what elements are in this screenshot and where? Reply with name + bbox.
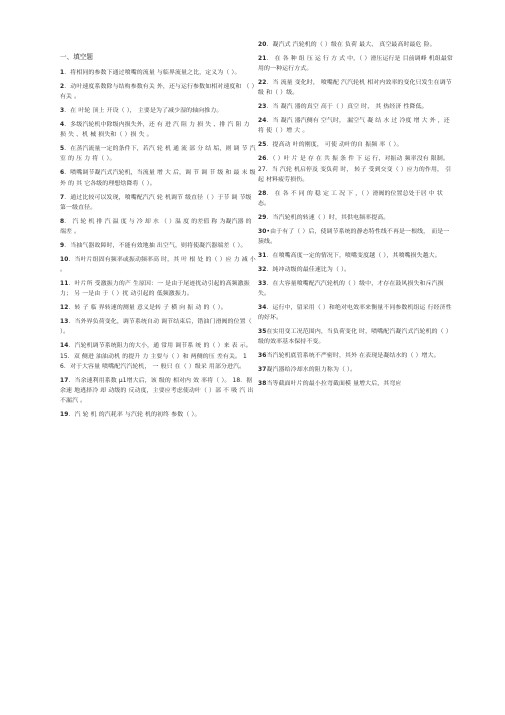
question-item: [258, 154, 454, 185]
question-item: [60, 279, 256, 300]
question-item: [60, 255, 256, 276]
question-number: 23: [258, 104, 267, 111]
question-number: 38: [258, 381, 267, 388]
question-number: 4: [60, 121, 65, 128]
question-item: [258, 351, 454, 361]
question-text: ．运行中，留采用（ ）和绝对电效率来衡量不同参数机组运 行经济性的好坏。: [258, 304, 452, 322]
question-item: [60, 144, 256, 165]
question-item: [60, 82, 256, 103]
question-number: 17: [60, 377, 69, 384]
question-text: •由于有了（ ）后，使调节系统的静态特性线不再是一根线， 而是一簇线。: [258, 228, 450, 246]
question-number: 13: [60, 319, 69, 326]
question-text: ．汽轮机调节系统阻力的大小，通 常用 调节系 统 的（ ）来 表 示。 15．双 侧进 油油动机 的提升 力 主要与（ ）和 两侧的压 差有关。 16．对于大容量 喷嘴配汽汽轮机， 一 般只 在（ ）级采 用部分进汽。: [60, 343, 252, 370]
question-number: 21: [258, 55, 267, 62]
question-text: ．当汽轮机的转速（ ）时，其供电频率提高。: [266, 214, 390, 221]
question-text: ．通过比较可以发现，喷嘴配汽汽 轮 机调节 级直径（ ）于节 调 节级第一级直径。: [60, 194, 252, 211]
question-text: ．提高动 叶的刚度， 可使 动叶的自 振频 率（ ）。: [266, 142, 403, 149]
question-text: ．当 凝汽 器的真空 高于（ ）真空 时， 其 热经济 性降低。: [266, 104, 428, 111]
question-item: [258, 213, 454, 223]
question-text: 当汽轮机底管系统不严密时，其外 在表现是凝结水的（ ）增大。: [266, 353, 440, 360]
question-text: 在实用变工况范围内，当负荷变化 时，喷嘴配汽凝汽式汽轮机的（ ）级的效率基本保持不变。: [258, 329, 452, 346]
question-number: 24: [258, 118, 267, 125]
question-item: [258, 102, 454, 112]
question-text: ．（ ）叶 片 是 存 在 共 振 条 件 下 运 行，对振动 频率没有 限制。 27．当 汽轮 机启停及 变负荷 时， 转子 受到交变（ ）应力的作用， 引起 材料疲劳损伤。: [258, 156, 452, 183]
question-item: [258, 327, 454, 348]
question-number: 20: [258, 42, 267, 48]
question-number: 14: [60, 343, 69, 350]
question-item: [258, 78, 454, 99]
question-number: 26: [258, 156, 267, 163]
question-number: 28: [258, 190, 267, 197]
question-text: ．当叶片组固有频率或振动频率高 时，其 叶 根 处 的（ ）应 力 减 小 。: [60, 256, 256, 274]
question-number: 19: [60, 412, 69, 419]
question-number: 7: [60, 194, 65, 201]
question-item: [258, 279, 454, 300]
question-item: [258, 116, 454, 137]
question-number: 32: [258, 266, 267, 273]
question-number: 9: [60, 242, 65, 249]
question-text: ．当余速利用系数 μ1增大后，该 级的 相对内 效 率将（ ）。 18．据 余速 地逃择冷 却 动级的 反动度，主要应考虑使动叶（ ）部 不 吸 汽 出 不漏汽 。: [60, 377, 254, 405]
question-item: [258, 140, 454, 150]
question-text: ．转 子 临 界转速的测量 意义是转 子 横 向 振 动 的（ ）。: [68, 305, 227, 312]
question-number: 29: [258, 214, 267, 221]
question-text: ．当 流量 变化时， 喷嘴配 汽汽轮机 相对内效率的变化只发生在调节级 和（ ）级。: [258, 80, 452, 97]
question-text: 凝汽器给冷却水的阻力称为（ ）。: [266, 367, 357, 374]
question-text: ．当抽气器故障时，不能有效地抽 出空气，则将使凝汽器端差（ ）。: [64, 242, 247, 249]
question-number: 1: [60, 70, 65, 76]
question-item: [258, 227, 454, 248]
question-text: ．在蒸汽流量一定的条件下，若汽 轮 机 通 流 部 分 结 垢，则 调 节 汽 室 的 压 力 将（ ）。: [60, 146, 256, 163]
question-number: 37: [258, 367, 267, 374]
question-text: ． 在 各 不 同 的 稳 定 工 况 下 ，（ ）滑阀的位置总处于居 中 状态。: [258, 190, 443, 208]
question-text: ．在喷嘴高度一定的情况下，喷嘴变度越（ ），其喷嘴损失越大。: [266, 252, 441, 259]
question-list-left: [60, 68, 256, 421]
question-item: [60, 317, 256, 338]
question-item: [60, 341, 256, 372]
question-text: ．将相同的参数下通过喷嘴的流量 与临界流量之比，定义为（ ）。: [64, 70, 241, 76]
question-text: ． 在 各 种 组 压 运 行 方 式 中，（ ）滑压运行是 目前调峰 机组最常用的一种运行方式。: [258, 55, 453, 73]
question-number: 5: [60, 146, 65, 153]
question-text: ．喷嘴调节凝汽式汽轮机，当流量 增 大 后，调 节 调 节 级 和 最 末 级 外 的 其 它各级的理想焓降将（ ）。: [60, 170, 256, 187]
question-item: [258, 189, 454, 210]
question-list-right: [258, 40, 454, 389]
question-text: ．汽 轮 机 的汽耗率 与汽轮 机的初终 参数（ ）。: [68, 412, 201, 419]
question-item: [258, 365, 454, 375]
left-column: [60, 52, 256, 424]
question-item: [60, 217, 256, 238]
question-item: [60, 68, 256, 78]
question-text: ． 汽 轮 机 排 汽 温 度 与 冷 却 水 （ ）温 度 的差值 称 为凝汽器 的端差 。: [60, 218, 252, 236]
question-number: 31: [258, 252, 267, 259]
question-number: 8: [60, 218, 65, 225]
question-text: ．純冲动级的最佳速比为（ ）。: [266, 266, 351, 273]
question-item: [60, 376, 256, 407]
question-text: ．在大容量喷嘴配汽汽轮机的（ ）级中，才存在鼓风损失和斥汽损失。: [258, 280, 444, 298]
question-text: ．当 凝汽 器汽侧有 空气时， 漏空气 凝 结 水 过 冷度 增 大 外 ，还 将 使（ ）增 大 。: [258, 118, 450, 135]
question-number: 12: [60, 305, 69, 312]
right-column: [258, 40, 454, 393]
section-heading: 一、填空题: [60, 53, 93, 61]
question-number: 34: [258, 304, 267, 311]
question-item: [60, 193, 256, 214]
question-item: [60, 410, 256, 420]
question-item: [258, 265, 454, 275]
question-item: [60, 106, 256, 116]
question-number: 3: [60, 108, 65, 115]
question-item: [258, 303, 454, 324]
question-text: ．多级汽轮机中除级内损失外，还 有 进 汽 阻 力 损 失 、排 汽 阻 力 损 失 、机 械 损失和（ ）损 失 。: [60, 121, 250, 139]
question-text: ．当外界负荷变化，调节系统自动 调节结束后，错油门滑阀的位置（ ）。: [60, 319, 252, 336]
question-item: [60, 168, 256, 189]
question-item: [60, 303, 256, 313]
question-item: [258, 251, 454, 261]
question-number: 25: [258, 142, 267, 149]
question-number: 35: [258, 329, 267, 336]
question-number: 6: [60, 170, 65, 177]
question-number: 11: [60, 280, 69, 287]
question-item: [60, 241, 256, 251]
question-item: [258, 379, 454, 389]
question-item: [258, 40, 454, 50]
question-text: ．动叶速度系数除与结构参数有关 外，还与运行参数如相对速度和 （ ）有关 。: [60, 83, 255, 101]
question-number: 22: [258, 80, 267, 87]
question-text: ．凝汽式 汽轮机的（ ）级在 负荷 最大、 真空最高时最危 险。: [266, 42, 436, 48]
question-item: [60, 120, 256, 141]
question-number: 30: [258, 228, 267, 235]
question-text: ．叶片所 受激振力的产 生原因：一 是由于尾迹扰动引起的高频激振力； 另 一是由 于（ ）扰 动引起的 低频激振力。: [60, 280, 250, 298]
question-text: 当等截面叶片的最小拉弯截面模 量增大后，其弯应: [266, 381, 402, 388]
question-number: 33: [258, 280, 267, 287]
question-number: 36: [258, 353, 267, 360]
question-number: 10: [60, 256, 69, 263]
question-item: [258, 54, 454, 75]
question-number: 2: [60, 83, 65, 90]
question-text: ．在 叶轮 顶上 开设（ ）， 主要是为了减少湿的轴向推力。: [64, 108, 223, 115]
